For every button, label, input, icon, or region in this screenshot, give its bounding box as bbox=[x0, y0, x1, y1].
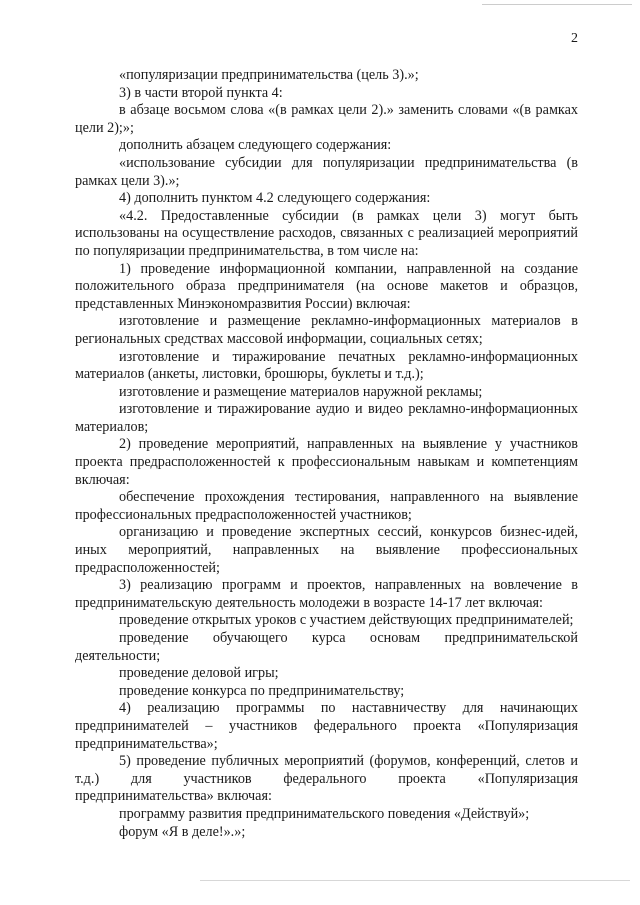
paragraph: 4) реализацию программы по наставничеству для начинающих предпринимателей – участников федерального проекта «Популяризация предпринимательства»; bbox=[75, 700, 578, 752]
paragraph: 5) проведение публичных мероприятий (форумов, конференций, слетов и т.д.) для участников федерального проекта «Популяризация предпринимательства» включая: bbox=[75, 753, 578, 805]
document-body bbox=[75, 67, 578, 841]
scan-artifact-bottom bbox=[200, 880, 630, 881]
paragraph: 4) дополнить пунктом 4.2 следующего содержания: bbox=[119, 190, 431, 207]
page-number: 2 bbox=[571, 31, 578, 46]
paragraph: «использование субсидии для популяризации предпринимательства (в рамках цели 3).»; bbox=[75, 154, 578, 189]
paragraph: изготовление и размещение рекламно-информационных материалов в региональных средствах массовой информации, социальных сетях; bbox=[75, 313, 578, 347]
paragraph: организацию и проведение экспертных сессий, конкурсов бизнес-идей, иных мероприятий, направленных на выявление профессиональных предрасположенностей; bbox=[75, 524, 578, 576]
paragraph: 1) проведение информационной компании, направленной на создание положительного образа предпринимателя (на основе макетов и образцов, представленных Минэкономразвития России) включая: bbox=[75, 260, 578, 312]
paragraph: 3) реализацию программ и проектов, направленных на вовлечение в предпринимательскую деятельность молодежи в возрасте 14-17 лет включая: bbox=[75, 577, 578, 611]
paragraph: проведение открытых уроков с участием действующих предпринимателей; bbox=[119, 612, 574, 629]
paragraph: программу развития предпринимательского поведения «Действуй»; bbox=[119, 805, 530, 822]
paragraph: 2) проведение мероприятий, направленных на выявление у участников проекта предрасположенностей к профессиональным навыкам и компетенциям включая: bbox=[75, 436, 578, 488]
paragraph: проведение деловой игры; bbox=[119, 665, 279, 682]
paragraph: в абзаце восьмом слова «(в рамках цели 2).» заменить словами «(в рамках цели 2);»; bbox=[75, 102, 578, 136]
paragraph: изготовление и тиражирование аудио и видео рекламно-информационных материалов; bbox=[75, 401, 578, 435]
paragraph: дополнить абзацем следующего содержания: bbox=[119, 137, 392, 154]
paragraph: «популяризации предпринимательства (цель 3).»; bbox=[119, 67, 419, 83]
paragraph: форум «Я в деле!».»; bbox=[119, 823, 246, 840]
paragraph: изготовление и тиражирование печатных рекламно-информационных материалов (анкеты, листовки, брошюры, буклеты и т.д.); bbox=[75, 348, 578, 383]
paragraph: изготовление и размещение материалов наружной рекламы; bbox=[119, 383, 483, 400]
paragraph: «4.2. Предоставленные субсидии (в рамках цели 3) могут быть использованы на осуществление расходов, связанных с реализацией мероприятий по популяризации предпринимательства, в том числе на: bbox=[75, 207, 578, 259]
paragraph: обеспечение прохождения тестирования, направленного на выявление профессиональных предрасположенностей участников; bbox=[75, 489, 578, 523]
paragraph: проведение обучающего курса основам предпринимательской деятельности; bbox=[75, 630, 578, 664]
scan-artifact-top bbox=[482, 4, 632, 5]
paragraph: проведение конкурса по предпринимательству; bbox=[119, 682, 405, 699]
paragraph: 3) в части второй пункта 4: bbox=[119, 84, 283, 101]
